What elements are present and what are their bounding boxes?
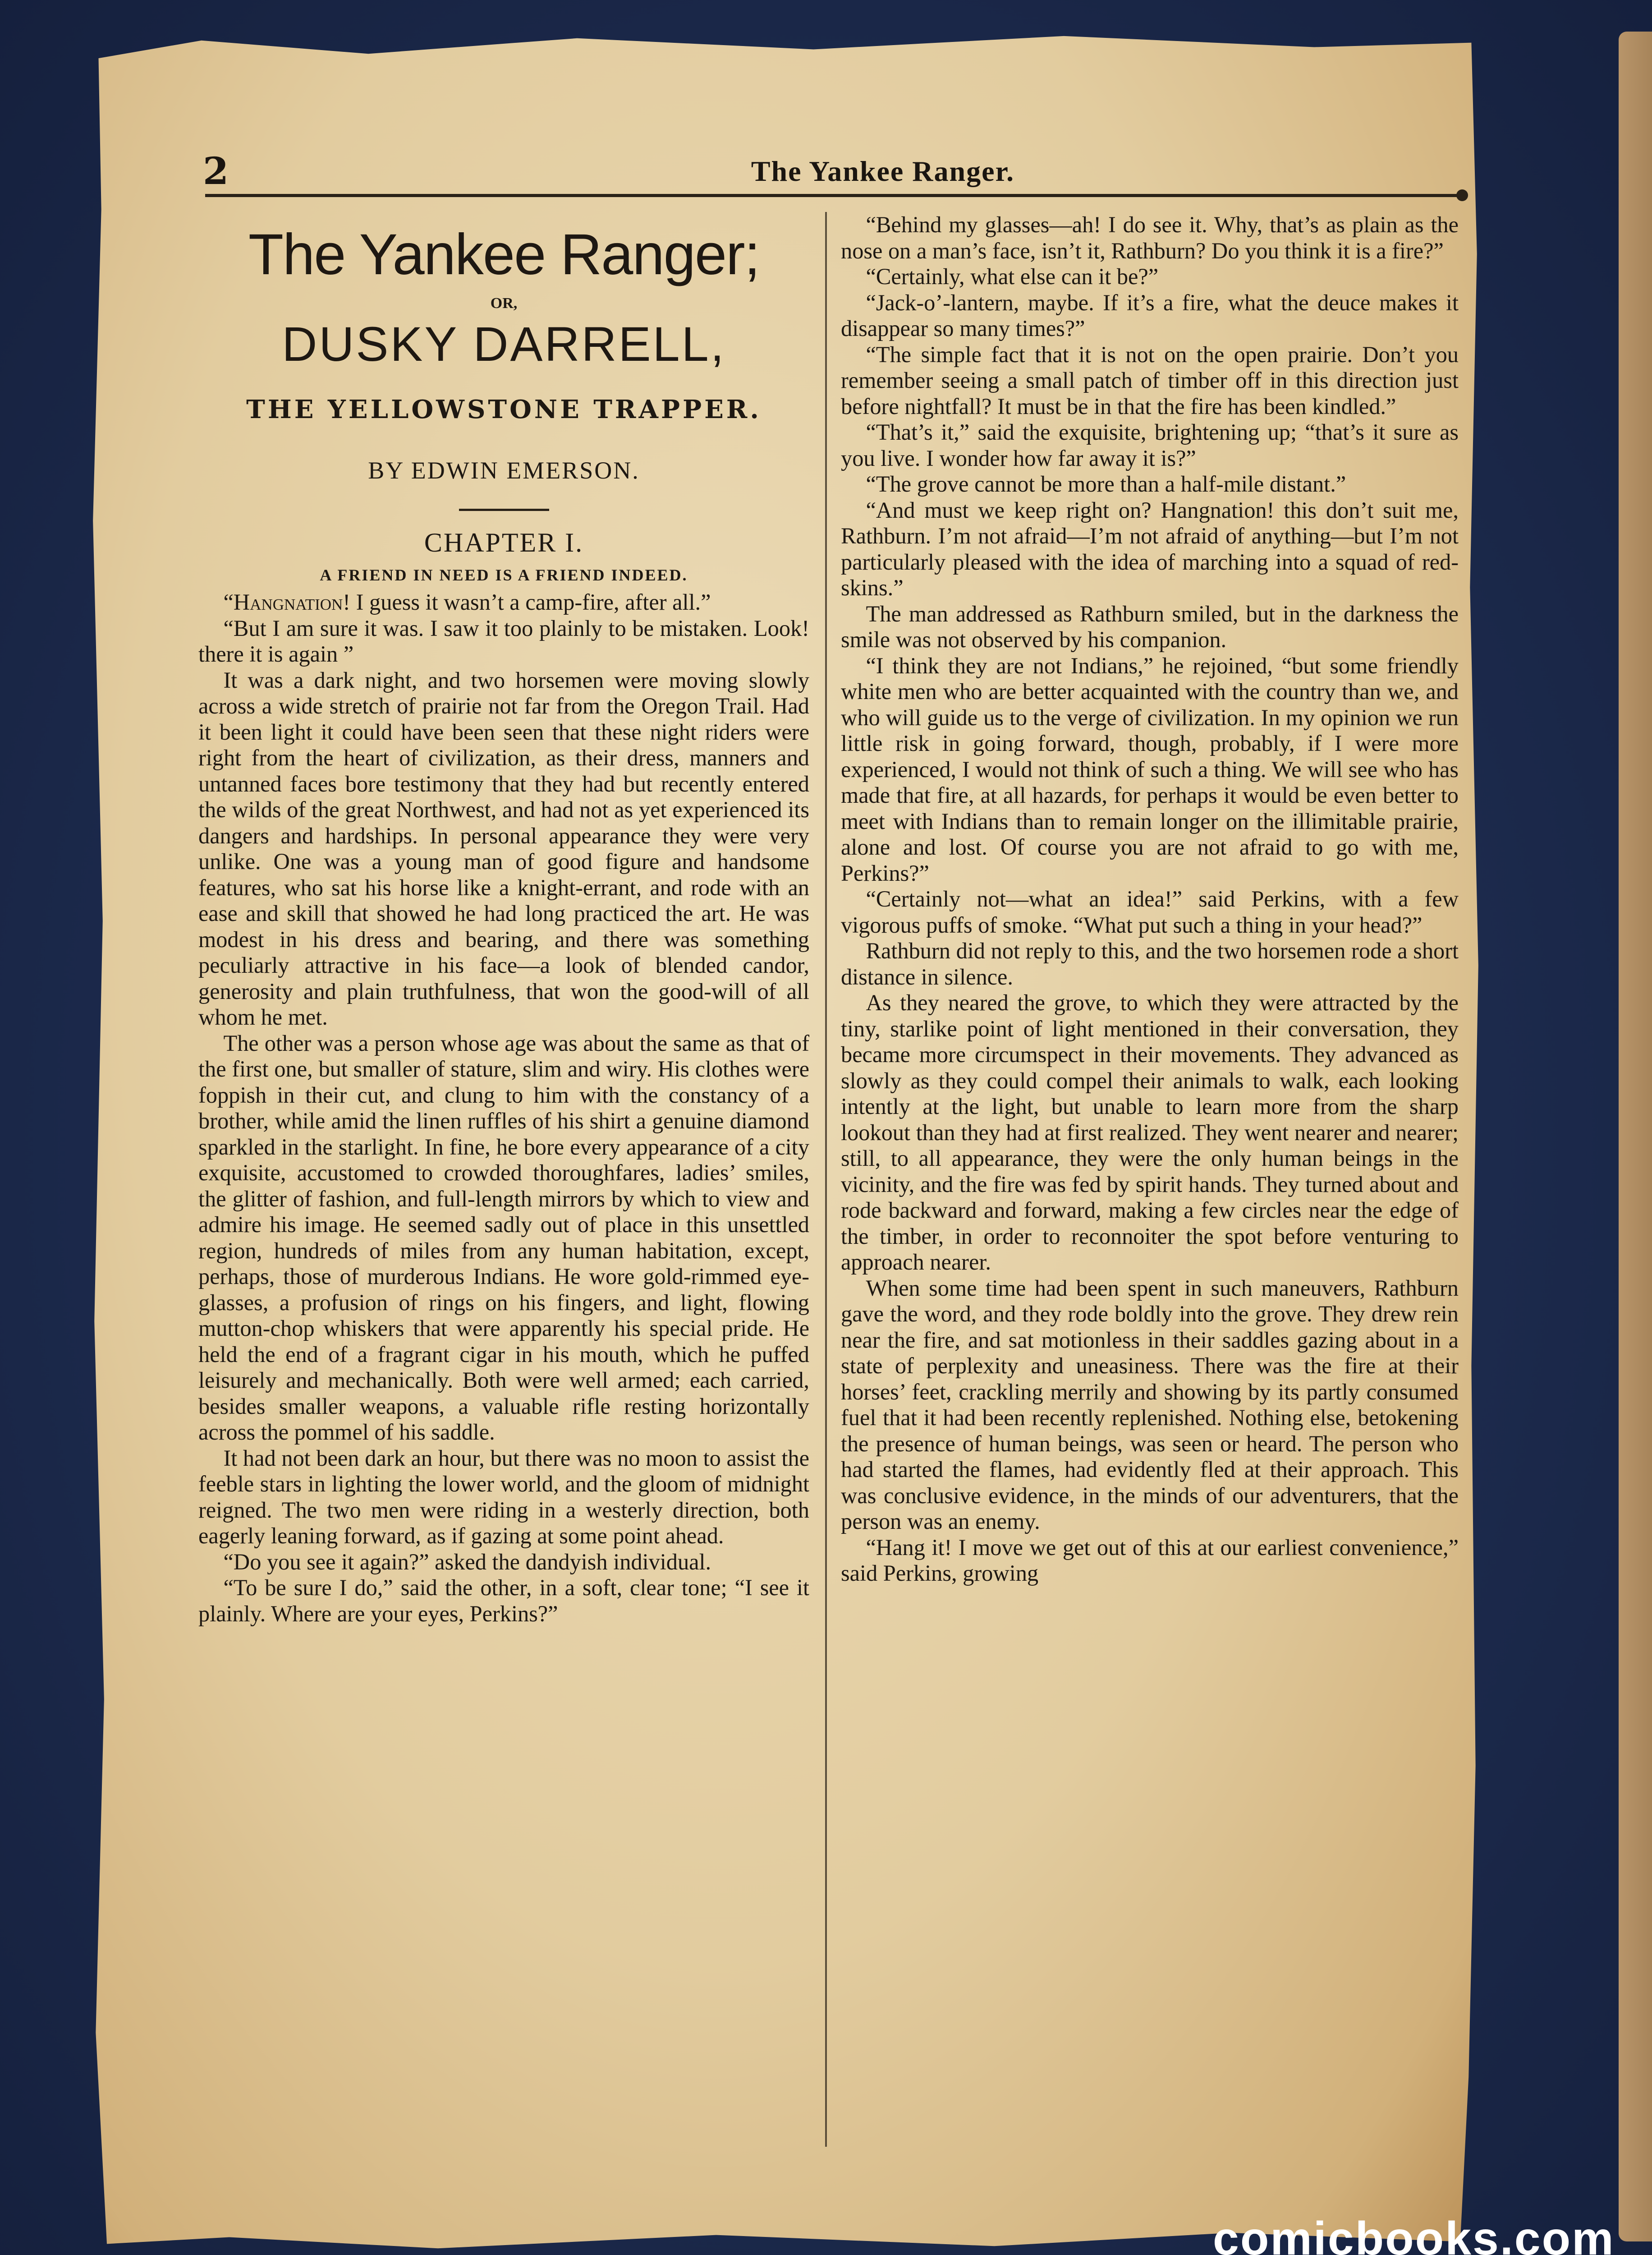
watermark: comicbooks.com (1213, 2213, 1615, 2255)
paragraph: “Hang it! I move we get out of this at our earliest convenience,” said Perkins, growing (841, 1534, 1459, 1586)
paragraph: “Do you see it again?” asked the dandyish individual. (223, 1549, 711, 1574)
title-or: OR, (490, 295, 518, 312)
paragraph (198, 589, 809, 616)
paragraph: “The simple fact that it is not on the open prairie. Don’t you remember seeing a small patch of timber off in this direction just before nightfall? It must be in that the fire has been kindled.” (841, 341, 1459, 419)
column-divider (825, 212, 827, 2147)
page-number: 2 (203, 150, 229, 193)
paragraph: “But I am sure it was. I saw it too plainly to be mistaken. Look! there it is again ” (198, 615, 809, 667)
paragraph: “Behind my glasses—ah! I do see it. Why, that’s as plain as the nose on a man’s face, isn’t it, Rathburn? Do you think it is a fire?” (841, 212, 1459, 263)
story-subtitle: DUSKY DARRELL, (282, 317, 726, 371)
byline: BY EDWIN EMERSON. (368, 457, 640, 484)
paragraph: The man addressed as Rathburn smiled, but in the darkness the smile was not observed by his companion. (841, 601, 1459, 652)
paragraph: It was a dark night, and two horsemen were moving slowly across a wide stretch of prairie not far from the Oregon Trail. Had it been light it could have been seen that these night riders were right from the heart of civilization, as their dress, manners and untanned faces bore testimony that they had but recently entered the wilds of the great Northwest, and had not as yet experienced its dangers and hardships. In personal appearance they were very unlike. One was a young man of good figure and handsome features, who sat his horse like a knight-errant, and rode with an ease and skill that showed he had long practiced the art. He was modest in his dress and bearing, and there was something peculiarly attractive in his face—a look of blended candor, generosity and plain truthfulness, that won the good-will of all whom he met. (198, 667, 809, 1030)
paragraph: “To be sure I do,” said the other, in a soft, clear tone; “I see it plainly. Where are your eyes, Perkins?” (198, 1575, 809, 1626)
chapter-title: A FRIEND IN NEED IS A FRIEND INDEED. (320, 566, 688, 584)
paragraph: When some time had been spent in such maneuvers, Rathburn gave the word, and they rode boldly into the grove. They drew rein near the fire, and sat motionless in their saddles gazing about in a state of perplexity and uneasiness. There was the fire at their horses’ feet, crackling merrily and showing by its partly consumed fuel that it had been recently replenished. Nothing else, betokening the presence of human beings, was seen or heard. The person who had started the flames, had evidently fled at their approach. This was conclusive evidence, in the minds of our adventurers, that the person was an enemy. (841, 1275, 1459, 1534)
adjacent-page-edge (1619, 32, 1652, 2241)
right-column (841, 212, 1459, 1587)
paragraph: Rathburn did not reply to this, and the two horsemen rode a short distance in silence. (841, 938, 1459, 989)
opening-rest: I guess it wasn’t a camp-fire, after all.” (350, 589, 711, 615)
page-header (203, 149, 1456, 194)
running-title: The Yankee Ranger. (751, 155, 1014, 187)
left-column (198, 212, 809, 1627)
paragraph: “And must we keep right on? Hangnation! this don’t suit me, Rathburn. I’m not afraid—I’m not afraid of anything—but I’m not particularly pleased with the idea of marching into a squad of red-skins.” (841, 497, 1459, 600)
paragraph: “I think they are not Indians,” he rejoined, “but some friendly white men who are better acquainted with the country than we, and who will guide us to the verge of civilization. In my opinion we run little risk in going forward, though, probably, if I were more experienced, I would not think of such a thing. We will see who has made that fire, at all hazards, for perhaps it would be even better to meet with Indians than to remain longer on the illimitable prairie, alone and lost. Of course you are not afraid to go with me, Perkins?” (841, 653, 1459, 886)
paragraph: As they neared the grove, to which they were attracted by the tiny, starlike point of light mentioned in their conversation, they became more circumspect in their movements. They advanced as slowly as they could compel their animals to walk, each looking intently at the light, but unable to learn more from the sharp lookout than they had at first realized. They went nearer and nearer; still, to all appearance, they were the only human beings in the vicinity, and the fire was fed by spirit hands. They turned about and rode backward and forward, making a few circles near the edge of the timber, in order to reconnoiter the spot before venturing to approach nearer. (841, 990, 1459, 1275)
story-subtitle-2: THE YELLOWSTONE TRAPPER. (246, 395, 762, 424)
paragraph: “The grove cannot be more than a half-mile distant.” (866, 471, 1346, 497)
paragraph: The other was a person whose age was about the same as that of the first one, but smaller of stature, slim and wiry. His clothes were foppish in their cut, and clung to him with the constancy of a brother, while amid the linen ruffles of his shirt a genuine diamond sparkled in the starlight. In fine, he bore every appearance of a city exquisite, accustomed to crowded thoroughfares, ladies’ smiles, the glitter of fashion, and full-length mirrors by which to view and admire his image. He seemed sadly out of place in this unsettled region, hundreds of miles from any human habitation, except, perhaps, those of murderous Indians. He wore gold-rimmed eye-glasses, a profusion of rings on his fingers, and light, flowing mutton-chop whiskers that were apparently his special pride. He held the end of a fragrant cigar in his mouth, which he puffed leisurely and mechanically. Both were well armed; each carried, besides smaller weapons, a valuable rifle resting horizontally across the pommel of his saddle. (198, 1030, 809, 1445)
byline-rule (459, 509, 549, 511)
chapter-heading: CHAPTER I. (424, 528, 584, 557)
header-rule (205, 194, 1463, 197)
paragraph: “That’s it,” said the exquisite, brightening up; “that’s it sure as you live. I wonder how far away it is?” (841, 419, 1459, 471)
paragraph: “Jack-o’-lantern, maybe. If it’s a fire, what the deuce makes it disappear so many times?” (841, 290, 1459, 341)
paragraph: “Certainly not—what an idea!” said Perkins, with a few vigorous puffs of smoke. “What put such a thing in your head?” (841, 886, 1459, 938)
header-rule-ornament (1456, 189, 1468, 201)
paragraph: It had not been dark an hour, but there was no moon to assist the feeble stars in lighting the lower world, and the gloom of midnight reigned. The two men were riding in a westerly direction, both eagerly leaning forward, as if gazing at some point ahead. (198, 1445, 809, 1548)
paragraph: “Certainly, what else can it be?” (866, 264, 1159, 289)
story-title: The Yankee Ranger; (248, 222, 760, 287)
opening-word: “Hangnation! (223, 589, 351, 615)
